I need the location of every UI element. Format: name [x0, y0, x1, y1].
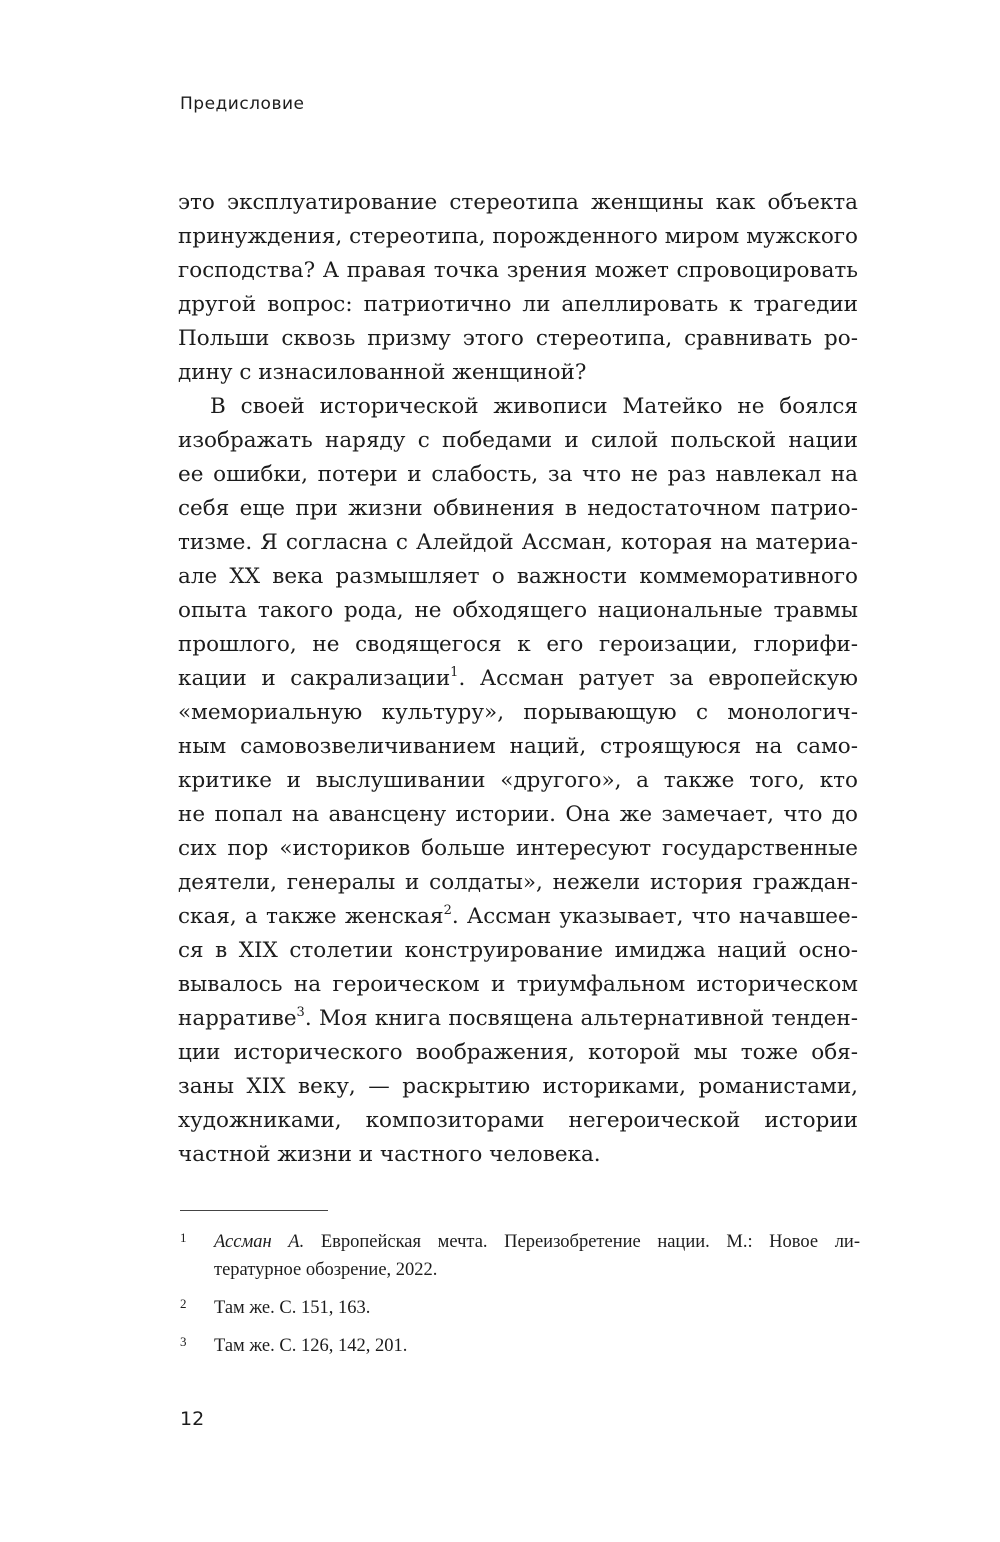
- footnote-number: 1: [180, 1230, 187, 1245]
- footnote-line: Там же. С. 126, 142, 201.: [214, 1336, 408, 1356]
- footnote-ref[interactable]: 1: [450, 665, 459, 680]
- footnote-3: [180, 1332, 860, 1360]
- footnote-line: Ассман А. Европейская мечта. Переизобретение нации. М.: Новое ли-: [214, 1232, 860, 1252]
- body-line: художниками, композиторами негероической истории: [178, 1108, 858, 1133]
- footnote-number: 2: [180, 1296, 187, 1311]
- body-line: сих пор «историков больше интересуют государственные: [178, 836, 858, 861]
- body-line: критике и выслушивании «другого», а также того, кто: [178, 768, 858, 793]
- body-line: прошлого, не сводящегося к его героизации, глорифи-: [178, 632, 858, 657]
- body-line: дину с изнасилованной женщиной?: [178, 360, 587, 385]
- body-line: «мемориальную культуру», порывающую с монологич-: [178, 700, 858, 725]
- footnotes: [180, 1228, 860, 1370]
- footnote-divider: [180, 1210, 328, 1211]
- body-line: заны XIX веку, — раскрытию историками, романистами,: [178, 1074, 858, 1099]
- footnote-ref[interactable]: 3: [296, 1005, 305, 1020]
- body-line: вывалось на героическом и триумфальном историческом: [178, 972, 858, 997]
- body-line: это эксплуатирование стереотипа женщины как объекта: [178, 190, 858, 215]
- body-line: ее ошибки, потери и слабость, за что не раз навлекал на: [178, 462, 858, 487]
- body-line: ская, а также женская$^2$. Ассман указывает, что начавшее-: [178, 903, 858, 929]
- footnote-line: тературное обозрение, 2022.: [214, 1260, 438, 1280]
- body-line: Польши сквозь призму этого стереотипа, сравнивать ро-: [178, 326, 858, 351]
- footnote-1: [180, 1228, 860, 1284]
- footnote-ref[interactable]: 2: [443, 903, 452, 918]
- body-line: але XX века размышляет о важности коммеморативного: [178, 564, 858, 589]
- footnote-line: Там же. С. 151, 163.: [214, 1298, 371, 1318]
- body-line: нарративе$^3$. Моя книга посвящена альтернативной тенден-: [178, 1005, 858, 1031]
- body-line: частной жизни и частного человека.: [178, 1142, 601, 1167]
- running-head: Предисловие: [180, 94, 305, 114]
- body-line: деятели, генералы и солдаты», нежели история граждан-: [178, 870, 858, 895]
- page-number: 12: [180, 1408, 205, 1430]
- body-line: господства? А правая точка зрения может спровоцировать: [178, 258, 858, 283]
- body-line: ции исторического воображения, которой мы тоже обя-: [178, 1040, 858, 1065]
- body-line: опыта такого рода, не обходящего национальные травмы: [178, 598, 858, 623]
- body-line: тизме. Я согласна с Алейдой Ассман, которая на материа-: [178, 530, 858, 555]
- body-line: себя еще при жизни обвинения в недостаточном патрио-: [178, 496, 858, 521]
- body-text: [178, 186, 858, 1172]
- body-line: ным самовозвеличиванием наций, строящуюся на само-: [178, 734, 858, 759]
- body-line: изображать наряду с победами и силой польской нации: [178, 428, 858, 453]
- footnote-number: 3: [180, 1334, 187, 1349]
- body-line: не попал на авансцену истории. Она же замечает, что до: [178, 802, 858, 827]
- body-line: В своей исторической живописи Матейко не боялся: [210, 394, 858, 419]
- footnote-2: [180, 1294, 860, 1322]
- body-line: кации и сакрализации$^1$. Ассман ратует за европейскую: [178, 665, 858, 691]
- body-line: другой вопрос: патриотично ли апеллировать к трагедии: [178, 292, 858, 317]
- body-line: принуждения, стереотипа, порожденного миром мужского: [178, 224, 858, 249]
- footnote-author: Ассман А.: [214, 1232, 305, 1252]
- body-line: ся в XIX столетии конструирование имиджа наций осно-: [178, 938, 858, 963]
